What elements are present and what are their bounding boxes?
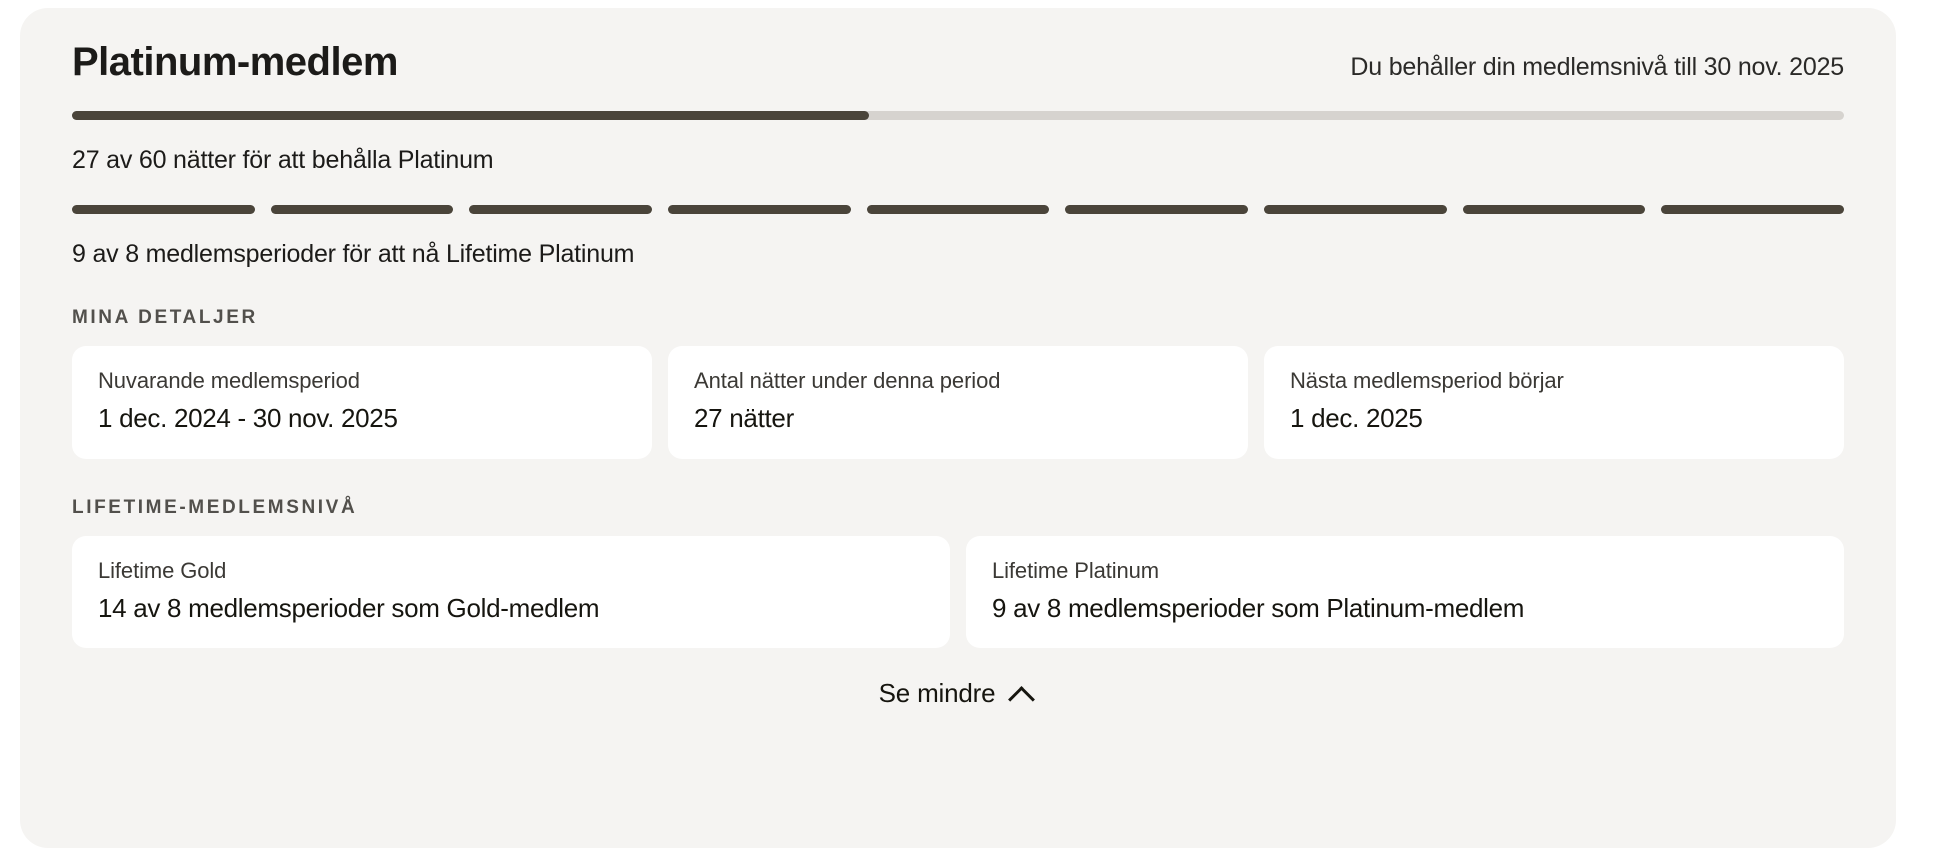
tier-expiry-text: Du behåller din medlemsnivå till 30 nov. 2025 (1350, 53, 1844, 81)
tile-value: 9 av 8 medlemsperioder som Platinum-medlem (992, 592, 1525, 623)
nights-progress-fill (72, 111, 869, 120)
tile-label: Nuvarande medlemsperiod (98, 368, 360, 393)
tile-label: Antal nätter under denna period (694, 368, 1001, 393)
see-less-toggle[interactable] (72, 678, 1844, 709)
tile-label: Lifetime Platinum (992, 557, 1160, 583)
lifetime-tile-gold (72, 536, 950, 649)
tile-value: 1 dec. 2025 (1290, 403, 1423, 434)
period-segment (469, 205, 652, 214)
periods-progress-caption: 9 av 8 medlemsperioder för att nå Lifetime Platinum (72, 240, 635, 268)
tile-value: 1 dec. 2024 - 30 nov. 2025 (98, 403, 398, 434)
tile-label: Lifetime Gold (98, 557, 227, 583)
tile-label: Nästa medlemsperiod börjar (1290, 368, 1564, 393)
periods-progress-segments (72, 205, 1844, 214)
period-segment (1065, 205, 1248, 214)
period-segment (1463, 205, 1646, 214)
period-segment (1264, 205, 1447, 214)
details-tile-row (72, 346, 1844, 459)
lifetime-section-label: LIFETIME-MEDLEMSNIVÅ (72, 496, 358, 518)
details-section-label: MINA DETALJER (72, 307, 258, 328)
nights-progress-bar (72, 111, 1844, 120)
tile-value: 14 av 8 medlemsperioder som Gold-medlem (98, 592, 600, 623)
tile-value: 27 nätter (694, 403, 794, 434)
period-segment (271, 205, 454, 214)
chevron-up-icon (1009, 685, 1037, 703)
nights-progress-caption: 27 av 60 nätter för att behålla Platinum (72, 146, 494, 174)
detail-tile-nights-this-period (668, 346, 1248, 459)
detail-tile-next-period-start (1264, 346, 1844, 459)
lifetime-tile-row (72, 536, 1844, 649)
period-segment (867, 205, 1050, 214)
lifetime-tile-platinum (966, 536, 1844, 649)
detail-tile-current-period (72, 346, 652, 459)
period-segment (1661, 205, 1844, 214)
period-segment (72, 205, 255, 214)
membership-status-card (20, 8, 1896, 848)
see-less-label: Se mindre (878, 678, 996, 709)
card-header (72, 8, 1844, 85)
tier-title: Platinum-medlem (72, 40, 398, 84)
period-segment (668, 205, 851, 214)
